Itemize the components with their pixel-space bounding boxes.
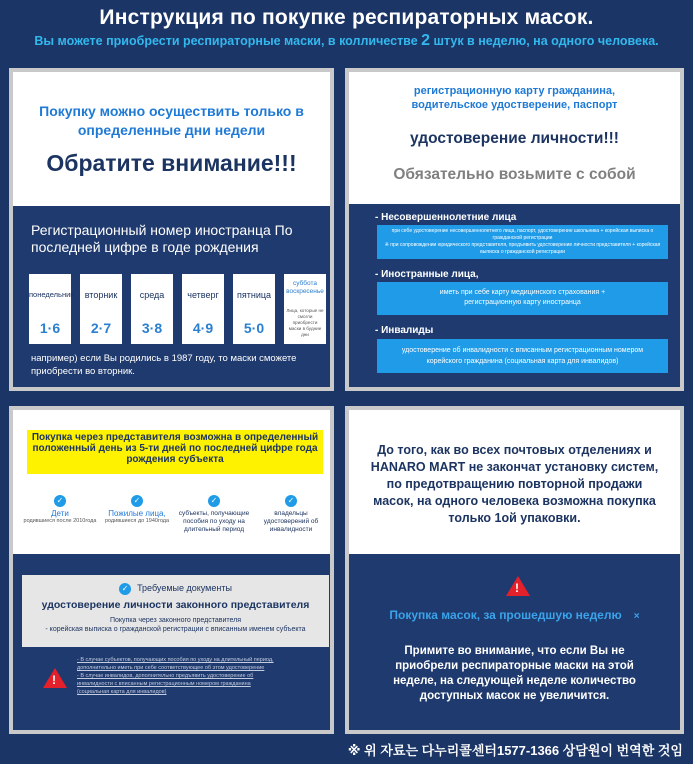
weekend-name: суббота воскресенье [286,280,324,295]
weekday-list [29,274,326,344]
past-week-title: Покупка масок, за прошедшую неделю [389,608,622,622]
representative-highlight: Покупка через представителя возможна в определенный положенный день из 5-ти дней по последней цифре года рождения субъекта [27,430,323,474]
category-foreigners-title: - Иностранные лица, [375,269,479,280]
check-circle-icon: ✓ [131,495,143,507]
required-documents-box [22,575,329,647]
check-circle-icon: ✓ [119,583,131,595]
category-disabled-line1: удостоверение об инвалидности с вписанным регистрационным номером корейского гражданина (социальная карта для инвалидов) [401,347,644,365]
note-line [77,664,327,672]
category-minors-box [377,225,668,259]
purchase-days-note: Покупку можно осуществить только в определенные дни недели [39,103,304,138]
category-disabled-title: - Инвалиды [375,325,434,336]
weekday-digits: 1·6 [39,320,61,336]
panel-one-package [345,406,684,734]
warning-glyph: ! [515,581,519,595]
weekday-card [29,274,74,344]
note-text: инвалидности с вписанным регистрационным номером гражданина [77,681,251,687]
note-line [77,672,327,680]
panel-id-documents [345,68,684,391]
check-circle-icon: ✓ [208,495,220,507]
id-title: удостоверение личности!!! [410,130,619,147]
group-name: субъекты, получающие пособия по уходу на длительный период [178,510,250,533]
close-icon: × [633,611,640,622]
category-foreigners-line1: иметь при себе карту медицинского страхования + регистрационную карту иностранца [439,289,606,306]
warning-glyph: ! [52,673,56,687]
weekday-name: пятница [236,290,272,300]
bring-with-you: Обязательно возьмите с собой [393,166,636,183]
footer-note: ※ 위 자료는 다누리콜센터1577-1366 상담원이 번역한 것임 [347,743,683,758]
subtitle-post: штук в неделю, на одного человека. [430,34,659,48]
panel-representative [9,406,334,734]
category-minors-title: - Несовершеннолетние лица [375,212,517,223]
category-foreigners-box [377,282,668,315]
group-item [254,490,328,538]
panel-purchase-days [9,68,334,391]
warning-triangle-icon [506,576,530,596]
page-title: Инструкция по покупке респираторных масок. [99,6,594,29]
weekday-name: понедельник [29,290,74,299]
page-subtitle [0,32,693,50]
check-circle-icon: ✓ [285,495,297,507]
representative-line1: Покупка через законного представителя [109,617,242,624]
required-documents-title [22,583,329,595]
subtitle-pre: Вы можете приобрести респираторные маски, в колличестве [34,34,422,48]
note-text: - В случае инвалидов, дополнительно предъявить удостоверение об [77,673,254,679]
weekday-card [131,274,173,344]
representative-notes [77,656,327,696]
group-sub: родившиеся после 2010года [23,518,97,524]
group-item [177,490,251,538]
weekday-name: среда [139,290,165,300]
past-week-notice: Примите во внимание, что если Вы не приобрели респираторные маски на этой неделе, на следующей неделе количество доступных масок не увеличится. [393,645,636,702]
group-name: Пожилые лица, [108,509,166,518]
subtitle-num: 2 [421,32,431,49]
category-disabled-box [377,339,668,373]
weekday-card [182,274,224,344]
id-documents-list: регистрационную карту гражданина, водительское удостверение, паспорт [411,85,618,111]
birth-year-example: например) если Вы родились в 1987 году, то маски сможете приобрести во вторник. [31,353,297,377]
note-line [77,688,327,696]
required-documents-label: Требуемые документы [137,583,232,593]
weekday-digits: 2·7 [90,320,112,336]
registration-rule: Регистрационный номер иностранца По последней цифре в годе рождения [31,222,293,255]
weekend-card [284,274,326,344]
representative-id: удостоверение личности законного представителя [41,599,310,611]
weekend-note: Лица, которые не смогли приобрести маски в будние дни [286,308,324,337]
weekday-name: вторник [84,290,118,300]
weekday-card [80,274,122,344]
page-header [0,0,693,52]
note-text: дополнительно иметь при себе соответствующее об этом удостоверение [77,665,265,671]
attention-title: Обратите внимание!!! [46,150,297,176]
eligible-groups [23,490,328,538]
note-line [77,656,327,664]
note-text: - В случае субъектов, получающих пособия по уходу на длительный период, [77,657,274,663]
category-minors-line1: при себе удостоверение несовершеннолетнего лица, паспорт, удостоверение школьника + корейская выписка о гражданской регистрации [391,228,654,241]
group-name: Дети [51,509,69,518]
weekday-digits: 4·9 [192,320,214,336]
note-line [77,680,327,688]
note-text: (социальная карта для инвалидов) [77,689,167,695]
group-sub: родившиеся до 1940года [104,518,170,524]
weekday-name: четверг [187,290,219,300]
representative-line2: - корейская выписка о гражданской регистрации с вписанным именем субъекта [45,626,306,633]
warning-triangle-icon [43,668,67,688]
group-item [23,490,97,538]
weekday-digits: 5·0 [243,320,265,336]
weekday-digits: 3·8 [141,320,163,336]
group-item [100,490,174,538]
weekday-card [233,274,275,344]
past-week-purchase [349,608,680,622]
one-package-rule: До того, как во всех почтовых отделениях и HANARO MART не закончат установку систем, по предотвращению повторной продажи масок, на одного человека возможна покупка только 1ой упаковки. [370,443,659,525]
category-minors-line2: ※ при сопровождении юридического представителя, предъявить удостоверение личности представителя + корейская выписка о гражданской регистрации [384,242,661,255]
group-name: владельцы удостоверений об инвалидности [263,510,319,533]
check-circle-icon: ✓ [54,495,66,507]
